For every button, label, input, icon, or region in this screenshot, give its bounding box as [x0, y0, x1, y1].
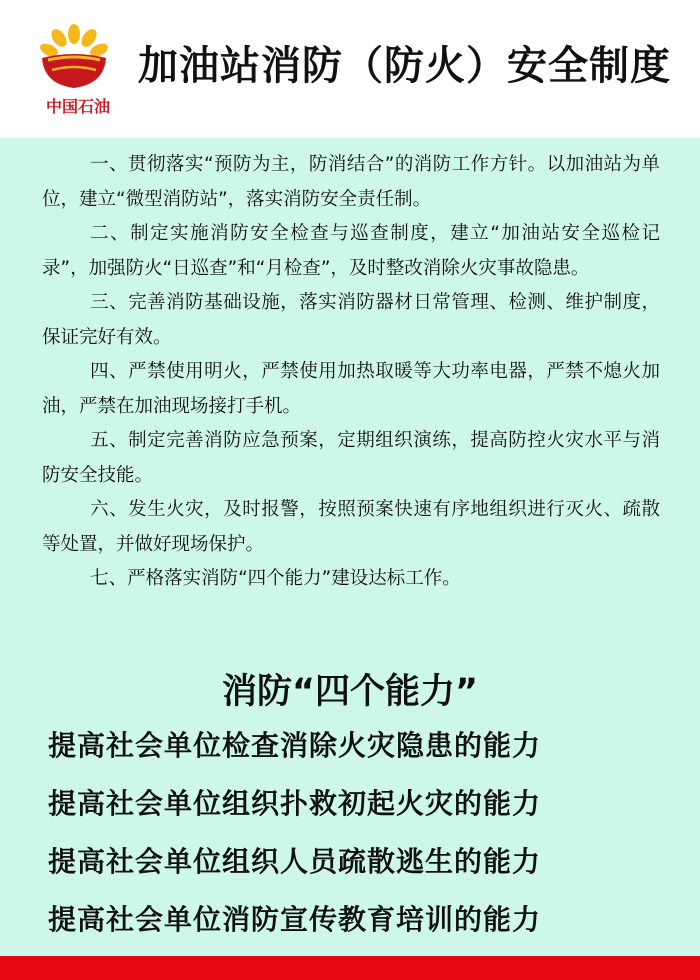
rule-item-3: 三、完善消防基础设施，落实消防器材日常管理、检测、维护制度，保证完好有效。 — [42, 292, 660, 348]
ability-item-3: 提高社会单位组织人员疏散逃生的能力 — [48, 845, 542, 878]
header — [0, 0, 700, 138]
rule-item-1: 一、贯彻落实“预防为主，防消结合”的消防工作方针。以加油站为单位，建立“微型消防站”，落实消防安全责任制。 — [42, 154, 660, 210]
ability-item-1: 提高社会单位检查消除火灾隐患的能力 — [48, 729, 542, 762]
ability-item-2: 提高社会单位组织扑救初起火灾的能力 — [48, 787, 542, 820]
petrochina-emblem-icon — [38, 24, 110, 90]
page-title: 加油站消防（防火）安全制度 — [138, 43, 671, 89]
rule-item-4: 四、严禁使用明火，严禁使用加热取暖等大功率电器，严禁不熄火加油，严禁在加油现场接打手机。 — [42, 361, 660, 417]
rules-list — [42, 148, 660, 597]
logo-text: 中国石油 — [45, 97, 110, 116]
footer-bar — [0, 956, 700, 980]
rule-item-5: 五、制定完善消防应急预案，定期组织演练，提高防控火灾水平与消防安全技能。 — [42, 430, 660, 486]
rule-item-2: 二、制定实施消防安全检查与巡查制度，建立“加油站安全巡检记录”，加强防火“日巡查”和“月检查”，及时整改消除火灾事故隐患。 — [42, 223, 660, 279]
abilities-title: 消防“四个能力” — [221, 672, 478, 712]
rule-item-6: 六、发生火灾，及时报警，按照预案快速有序地组织进行灭火、疏散等处置，并做好现场保护。 — [42, 499, 660, 555]
ability-item-4: 提高社会单位消防宣传教育培训的能力 — [48, 903, 542, 936]
petrochina-logo — [34, 24, 124, 116]
rule-item-7: 七、严格落实消防“四个能力”建设达标工作。 — [90, 568, 461, 589]
